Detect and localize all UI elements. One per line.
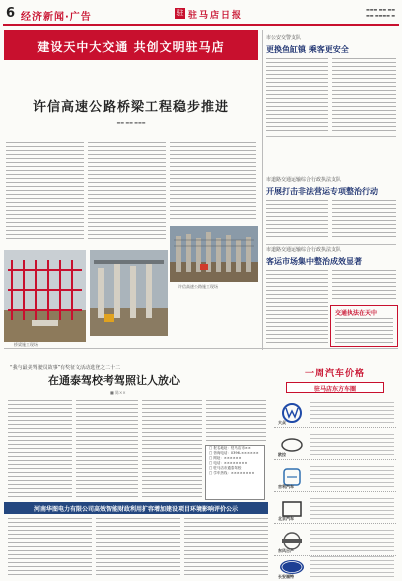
article3-text-col-1 (266, 270, 328, 344)
separator-2 (266, 244, 396, 245)
car-text-baic (310, 498, 394, 520)
lower-text-col-2 (76, 400, 138, 498)
lower-text-col-3 (142, 400, 202, 498)
info-line: □ 驻马店市通泰驾校 (209, 466, 242, 470)
car-name-ora: 欧拉 (278, 452, 286, 457)
car-panel-heading: 一周汽车价格 (304, 369, 365, 379)
lower-text-col-4 (206, 400, 266, 442)
car-text-vw (310, 402, 394, 424)
car-panel-subheading-box (286, 382, 384, 393)
notice-text-col-3 (184, 518, 268, 578)
car-name-geely: 吉利汽车 (278, 484, 294, 489)
info-line: □ 学车热线：×××××××× (209, 471, 255, 475)
photo-construction-1 (170, 226, 258, 282)
article-text-col-1 (6, 142, 84, 240)
car-row-ora (274, 430, 396, 460)
article-text-col-2 (88, 142, 166, 240)
car-text-ford (310, 556, 394, 578)
lower-section-divider (4, 348, 398, 349)
car-text-nissan (310, 530, 394, 552)
section-title: 经济新闻·广告 (21, 12, 92, 23)
page-number: 6 (6, 6, 16, 21)
header-meta: ▬▬▬ ▬▬ ▬▬ ▬▬ ▬▬▬▬ ▬ (366, 7, 395, 18)
photo-caption-2: 桥梁施工现场 (14, 342, 38, 347)
newspaper-name: 驻马店日报 (188, 11, 244, 21)
article1-title: 更换鱼缸镇 乘客更安全 (266, 45, 349, 54)
notice-text-col-2 (96, 518, 180, 578)
photo-bridge-piers (90, 250, 168, 336)
page-header (3, 4, 399, 26)
article-text-col-3 (170, 142, 256, 222)
article1-text-col-1 (266, 58, 328, 132)
info-line: □ 网址：×××××× (209, 456, 242, 460)
car-name-baic: 北京汽车 (278, 516, 294, 521)
column-divider (262, 30, 263, 350)
photo-construction-2 (4, 250, 86, 342)
lower-byline: ■ 陈×× (110, 390, 126, 395)
car-price-panel (272, 352, 398, 578)
driving-school-infobox (205, 445, 265, 500)
car-row-geely (274, 462, 396, 492)
lower-title: 在通泰驾校考驾照让人放心 (48, 374, 180, 387)
article1-kicker: 市公安交警支队 (266, 35, 302, 41)
article2-text-col-2 (332, 200, 396, 240)
article3-title: 客运市场集中整治成效显著 (266, 257, 362, 266)
notice-bar (4, 502, 268, 514)
notice-bar-text: 河南华图电力有限公司高效智能财政利用扩容增加建设项目环境影响评价公示 (33, 506, 238, 513)
article3-text-col-2 (332, 270, 396, 302)
car-row-baic (274, 494, 396, 524)
car-text-geely (310, 466, 394, 488)
article1-text-col-2 (332, 58, 396, 132)
banner-text: 建设天中大交通 共创文明驻马店 (37, 40, 225, 54)
article2-title: 开展打击非法营运专项整治行动 (266, 187, 378, 196)
traffic-ad-title: 交通执法在天中 (335, 310, 378, 317)
notice-text-col-1 (8, 518, 92, 578)
car-name-ford: 长安福特 (278, 574, 294, 579)
info-line: □ 电话：×××××××× (209, 461, 248, 465)
article2-kicker: 市道路交通运输综合行政执法支队 (266, 177, 342, 183)
main-byline: ▬▬ ▬▬ ▬▬▬ (116, 120, 146, 125)
car-row-vw (274, 398, 396, 428)
separator-1 (266, 136, 396, 137)
photo-caption-1: 许信高速公路施工现场 (178, 284, 218, 289)
info-line: □ 咨询电话：0396-×××××× (209, 451, 259, 455)
newspaper-logo-icon: 驻 (176, 9, 184, 17)
article3-kicker: 市道路交通运输综合行政执法支队 (266, 247, 342, 253)
lower-text-col-1 (8, 400, 72, 498)
main-headline: 许信高速公路桥梁工程稳步推进 (32, 100, 229, 115)
traffic-ad-text (335, 318, 393, 344)
car-name-nissan: 东风日产 (278, 548, 294, 553)
info-line: □ 报名地址：驻马店市×× (209, 446, 251, 450)
car-panel-subheading: 驻马店东方车圈 (313, 386, 356, 393)
article2-text-col-1 (266, 200, 328, 240)
lower-kicker: “我与最美驾驶员故事”有奖征文活动选登之二十二 (10, 365, 121, 371)
traffic-ad-box (330, 305, 398, 347)
car-text-ora (310, 434, 394, 456)
car-row-ford (274, 552, 396, 581)
car-name-vw: 大众 (278, 420, 286, 425)
campaign-banner (4, 30, 258, 60)
